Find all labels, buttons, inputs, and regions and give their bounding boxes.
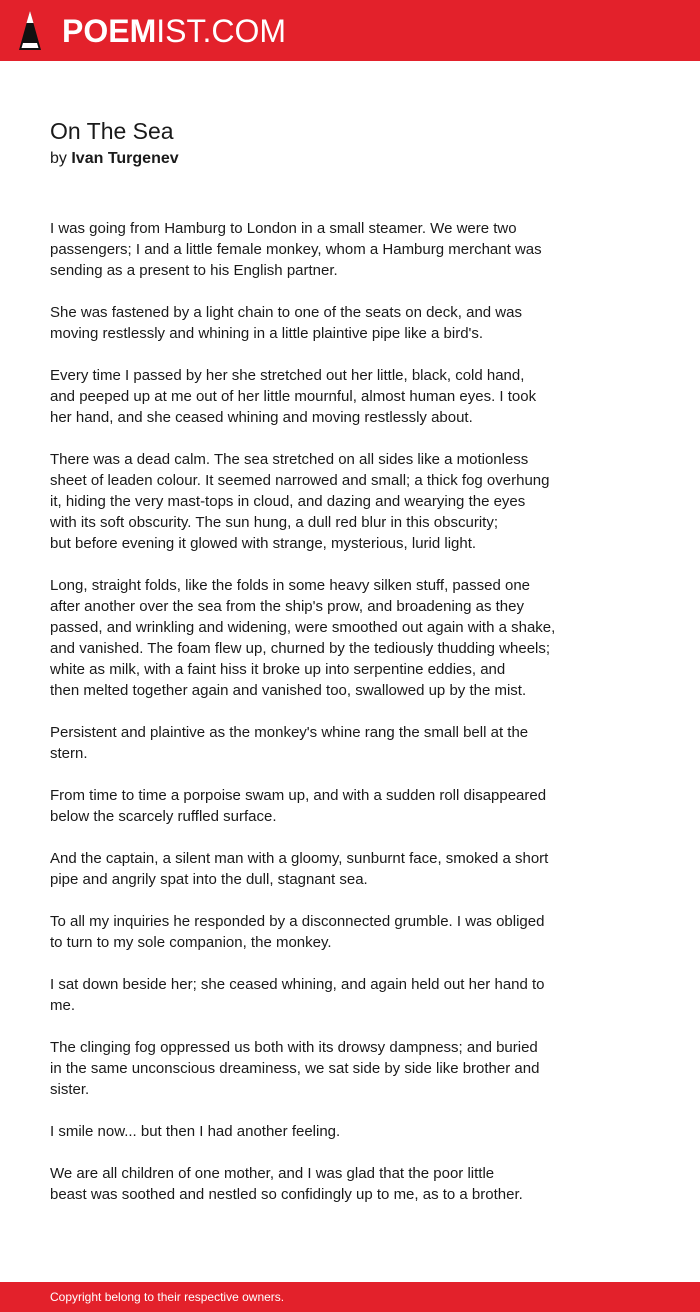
copyright-text: Copyright belong to their respective owners. xyxy=(50,1290,285,1304)
poem-title: On The Sea xyxy=(50,118,174,144)
byline xyxy=(50,148,179,170)
poem-stanza: I smile now... but then I had another feeling. xyxy=(50,1123,341,1140)
poem-stanza: The clinging fog oppressed us both with its drowsy dampness; and buried in the same unconscious dreaminess, we sat side by side like brother and sister. xyxy=(50,1039,540,1098)
author-name: Ivan Turgenev xyxy=(71,150,179,167)
by-label: by xyxy=(50,150,67,167)
logo-text-bold: POEM xyxy=(62,13,157,49)
poem-stanza: Persistent and plaintive as the monkey's whine rang the small bell at the stern. xyxy=(50,724,529,762)
top-bar xyxy=(0,0,700,61)
poem-stanza: I was going from Hamburg to London in a small steamer. We were two passengers; I and a little female monkey, whom a Hamburg merchant was sending as a present to his English partner. xyxy=(50,220,542,279)
poem-stanza: From time to time a porpoise swam up, and with a sudden roll disappeared below the scarcely ruffled surface. xyxy=(50,787,547,825)
footer-bar xyxy=(0,1282,700,1312)
poem-body xyxy=(50,218,580,1226)
poem-stanza: Every time I passed by her she stretched out her little, black, cold hand, and peeped up at me out of her little mournful, almost human eyes. I took her hand, and she ceased whining and moving restlessly about. xyxy=(50,367,537,426)
poem-stanza: There was a dead calm. The sea stretched on all sides like a motionless sheet of leaden colour. It seemed narrowed and small; a thick fog overhung it, hiding the very mast-tops in cloud, and dazing and wearying the eyes with its soft obscurity. The sun hung, a dull red blur in this obscurity; but before evening it glowed with strange, mysterious, lurid light. xyxy=(50,451,550,552)
poem-stanza: I sat down beside her; she ceased whining, and again held out her hand to me. xyxy=(50,976,545,1014)
poem-stanza: She was fastened by a light chain to one of the seats on deck, and was moving restlessly and whining in a little plaintive pipe like a bird's. xyxy=(50,304,522,342)
poem-stanza: To all my inquiries he responded by a disconnected grumble. I was obliged to turn to my sole companion, the monkey. xyxy=(50,913,545,951)
site-logo[interactable] xyxy=(62,11,286,51)
poem-stanza: We are all children of one mother, and I was glad that the poor little beast was soothed and nestled so confidingly up to me, as to a brother. xyxy=(50,1165,523,1203)
pencil-tip-icon[interactable] xyxy=(18,10,42,52)
poem-stanza: Long, straight folds, like the folds in some heavy silken stuff, passed one after another over the sea from the ship's prow, and broadening as they passed, and wrinkling and widening, were smoothed out again with a shake, and vanished. The foam flew up, churned by the tediously thudding wheels; white as milk, with a faint hiss it broke up into serpentine eddies, and then melted together again and vanished too, swallowed up by the mist. xyxy=(50,577,556,699)
logo-text-light: IST.COM xyxy=(156,13,287,49)
poem-stanza: And the captain, a silent man with a gloomy, sunburnt face, smoked a short pipe and angrily spat into the dull, stagnant sea. xyxy=(50,850,549,888)
